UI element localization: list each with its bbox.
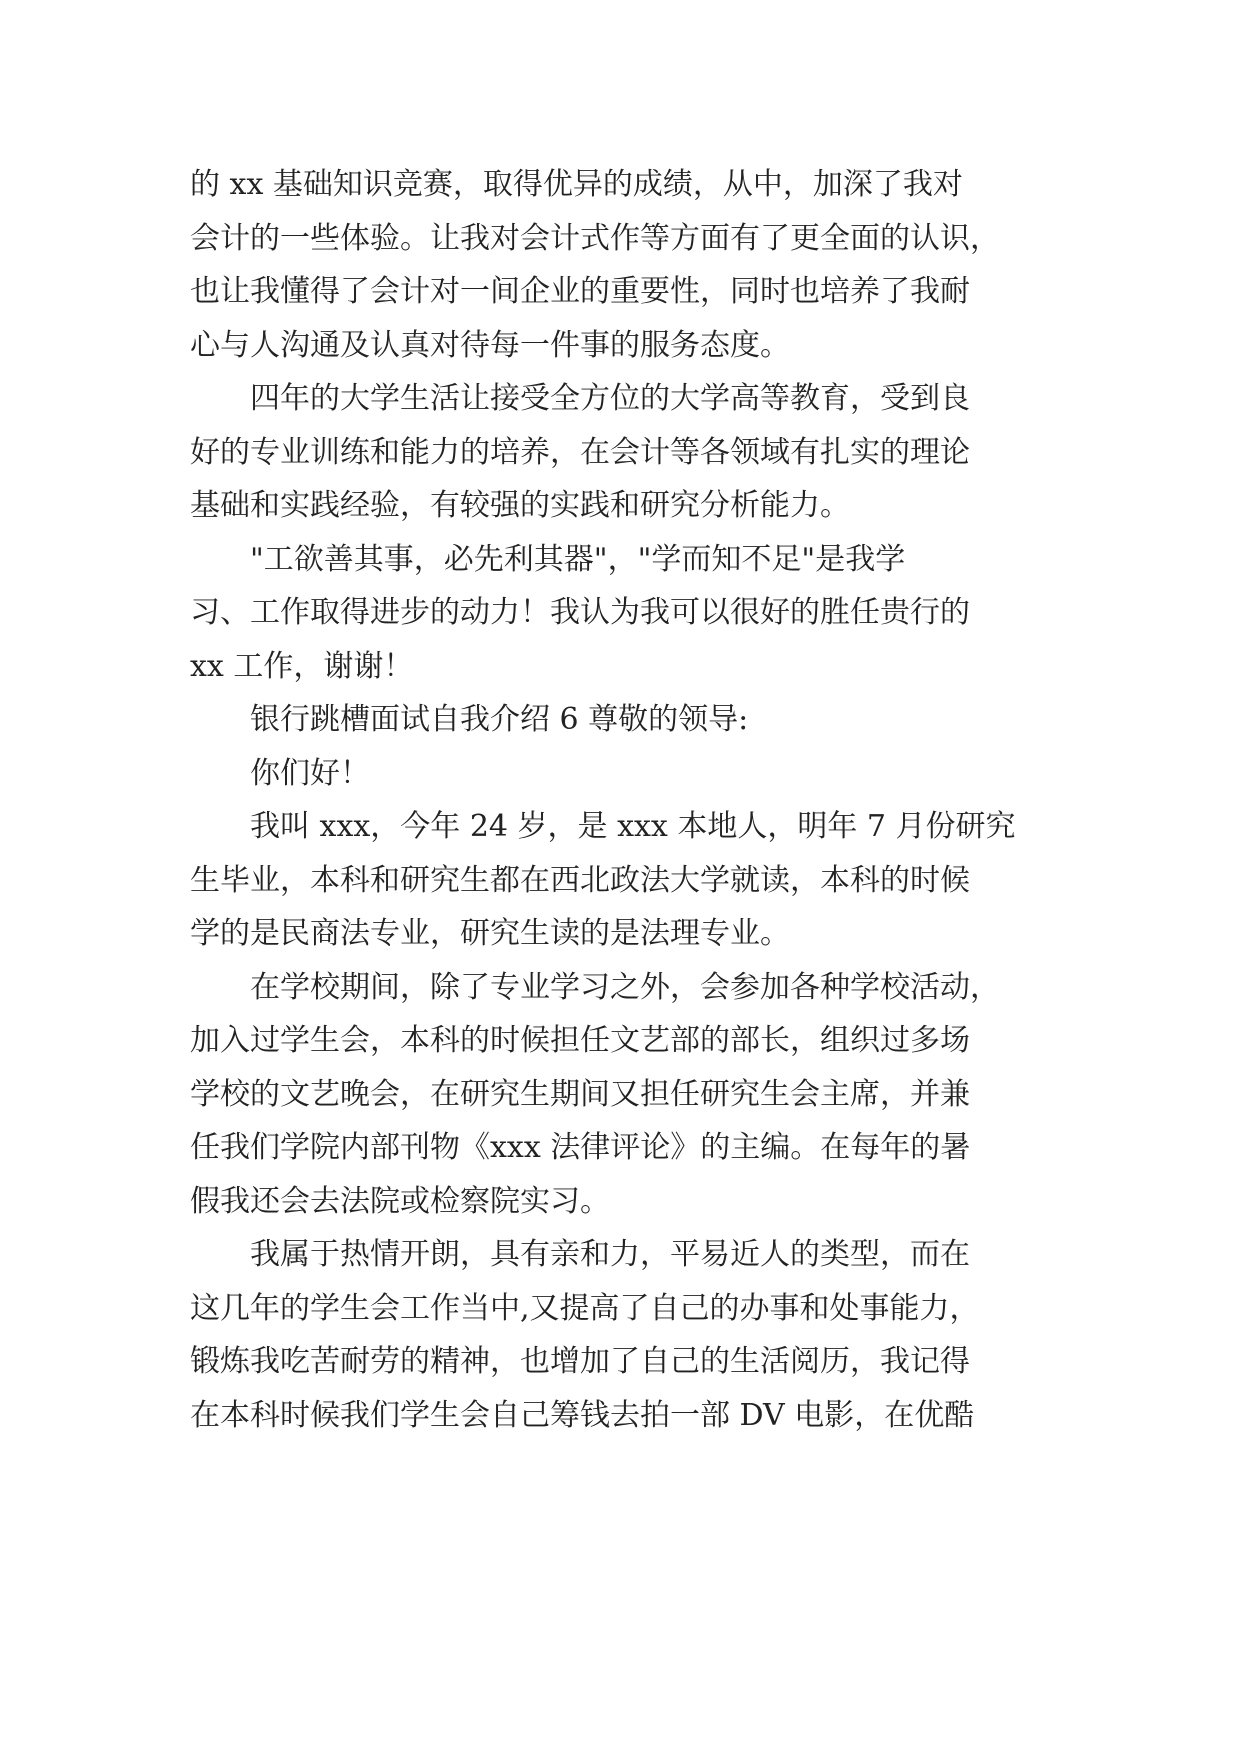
text-line: 生毕业，本科和研究生都在西北政法大学就读，本科的时候 <box>190 862 970 898</box>
text-line: 任我们学院内部刊物《xxx 法律评论》的主编。在每年的暑 <box>190 1130 971 1165</box>
text-line: 银行跳槽面试自我介绍 6 尊敬的领导: <box>190 702 749 737</box>
text-line: xx 工作，谢谢！ <box>190 648 414 684</box>
text-line: 基础和实践经验，有较强的实践和研究分析能力。 <box>190 488 850 523</box>
text-line: 学校的文艺晚会，在研究生期间又担任研究生会主席，并兼 <box>190 1076 970 1112</box>
text-line: 也让我懂得了会计对一间企业的重要性，同时也培养了我耐 <box>190 274 970 309</box>
text-line: 我属于热情开朗，具有亲和力，平易近人的类型，而在 <box>190 1237 970 1272</box>
text-line: 四年的大学生活让接受全方位的大学高等教育，受到良 <box>190 381 970 416</box>
text-line: 心与人沟通及认真对待每一件事的服务态度。 <box>190 327 790 363</box>
text-line: 会计的一些体验。让我对会计式作等方面有了更全面的认识， <box>190 220 1000 256</box>
text-line: 这几年的学生会工作当中,又提高了自己的办事和处事能力， <box>190 1290 980 1326</box>
text-line: 假我还会去法院或检察院实习。 <box>190 1183 610 1219</box>
text-line: 我叫 xxx，今年 24 岁，是 xxx 本地人，明年 7 月份研究 <box>190 809 1016 844</box>
text-line: 锻炼我吃苦耐劳的精神，也增加了自己的生活阅历，我记得 <box>190 1344 970 1379</box>
body-text <box>190 158 1090 1442</box>
text-line: 习、工作取得进步的动力！我认为我可以很好的胜任贵行的 <box>190 595 970 630</box>
text-line: 你们好！ <box>190 755 370 791</box>
text-line: 在学校期间，除了专业学习之外，会参加各种学校活动， <box>190 969 1000 1005</box>
text-line: 好的专业训练和能力的培养，在会计等各领域有扎实的理论 <box>190 434 970 470</box>
text-line: "工欲善其事，必先利其器"，"学而知不足"是我学 <box>190 541 906 577</box>
text-line: 的 xx 基础知识竞赛，取得优异的成绩，从中，加深了我对 <box>190 167 963 202</box>
text-line: 加入过学生会，本科的时候担任文艺部的部长，组织过多场 <box>190 1023 970 1058</box>
text-line: 在本科时候我们学生会自己筹钱去拍一部 DV 电影，在优酷 <box>190 1397 975 1433</box>
text-line: 学的是民商法专业，研究生读的是法理专业。 <box>190 916 790 951</box>
